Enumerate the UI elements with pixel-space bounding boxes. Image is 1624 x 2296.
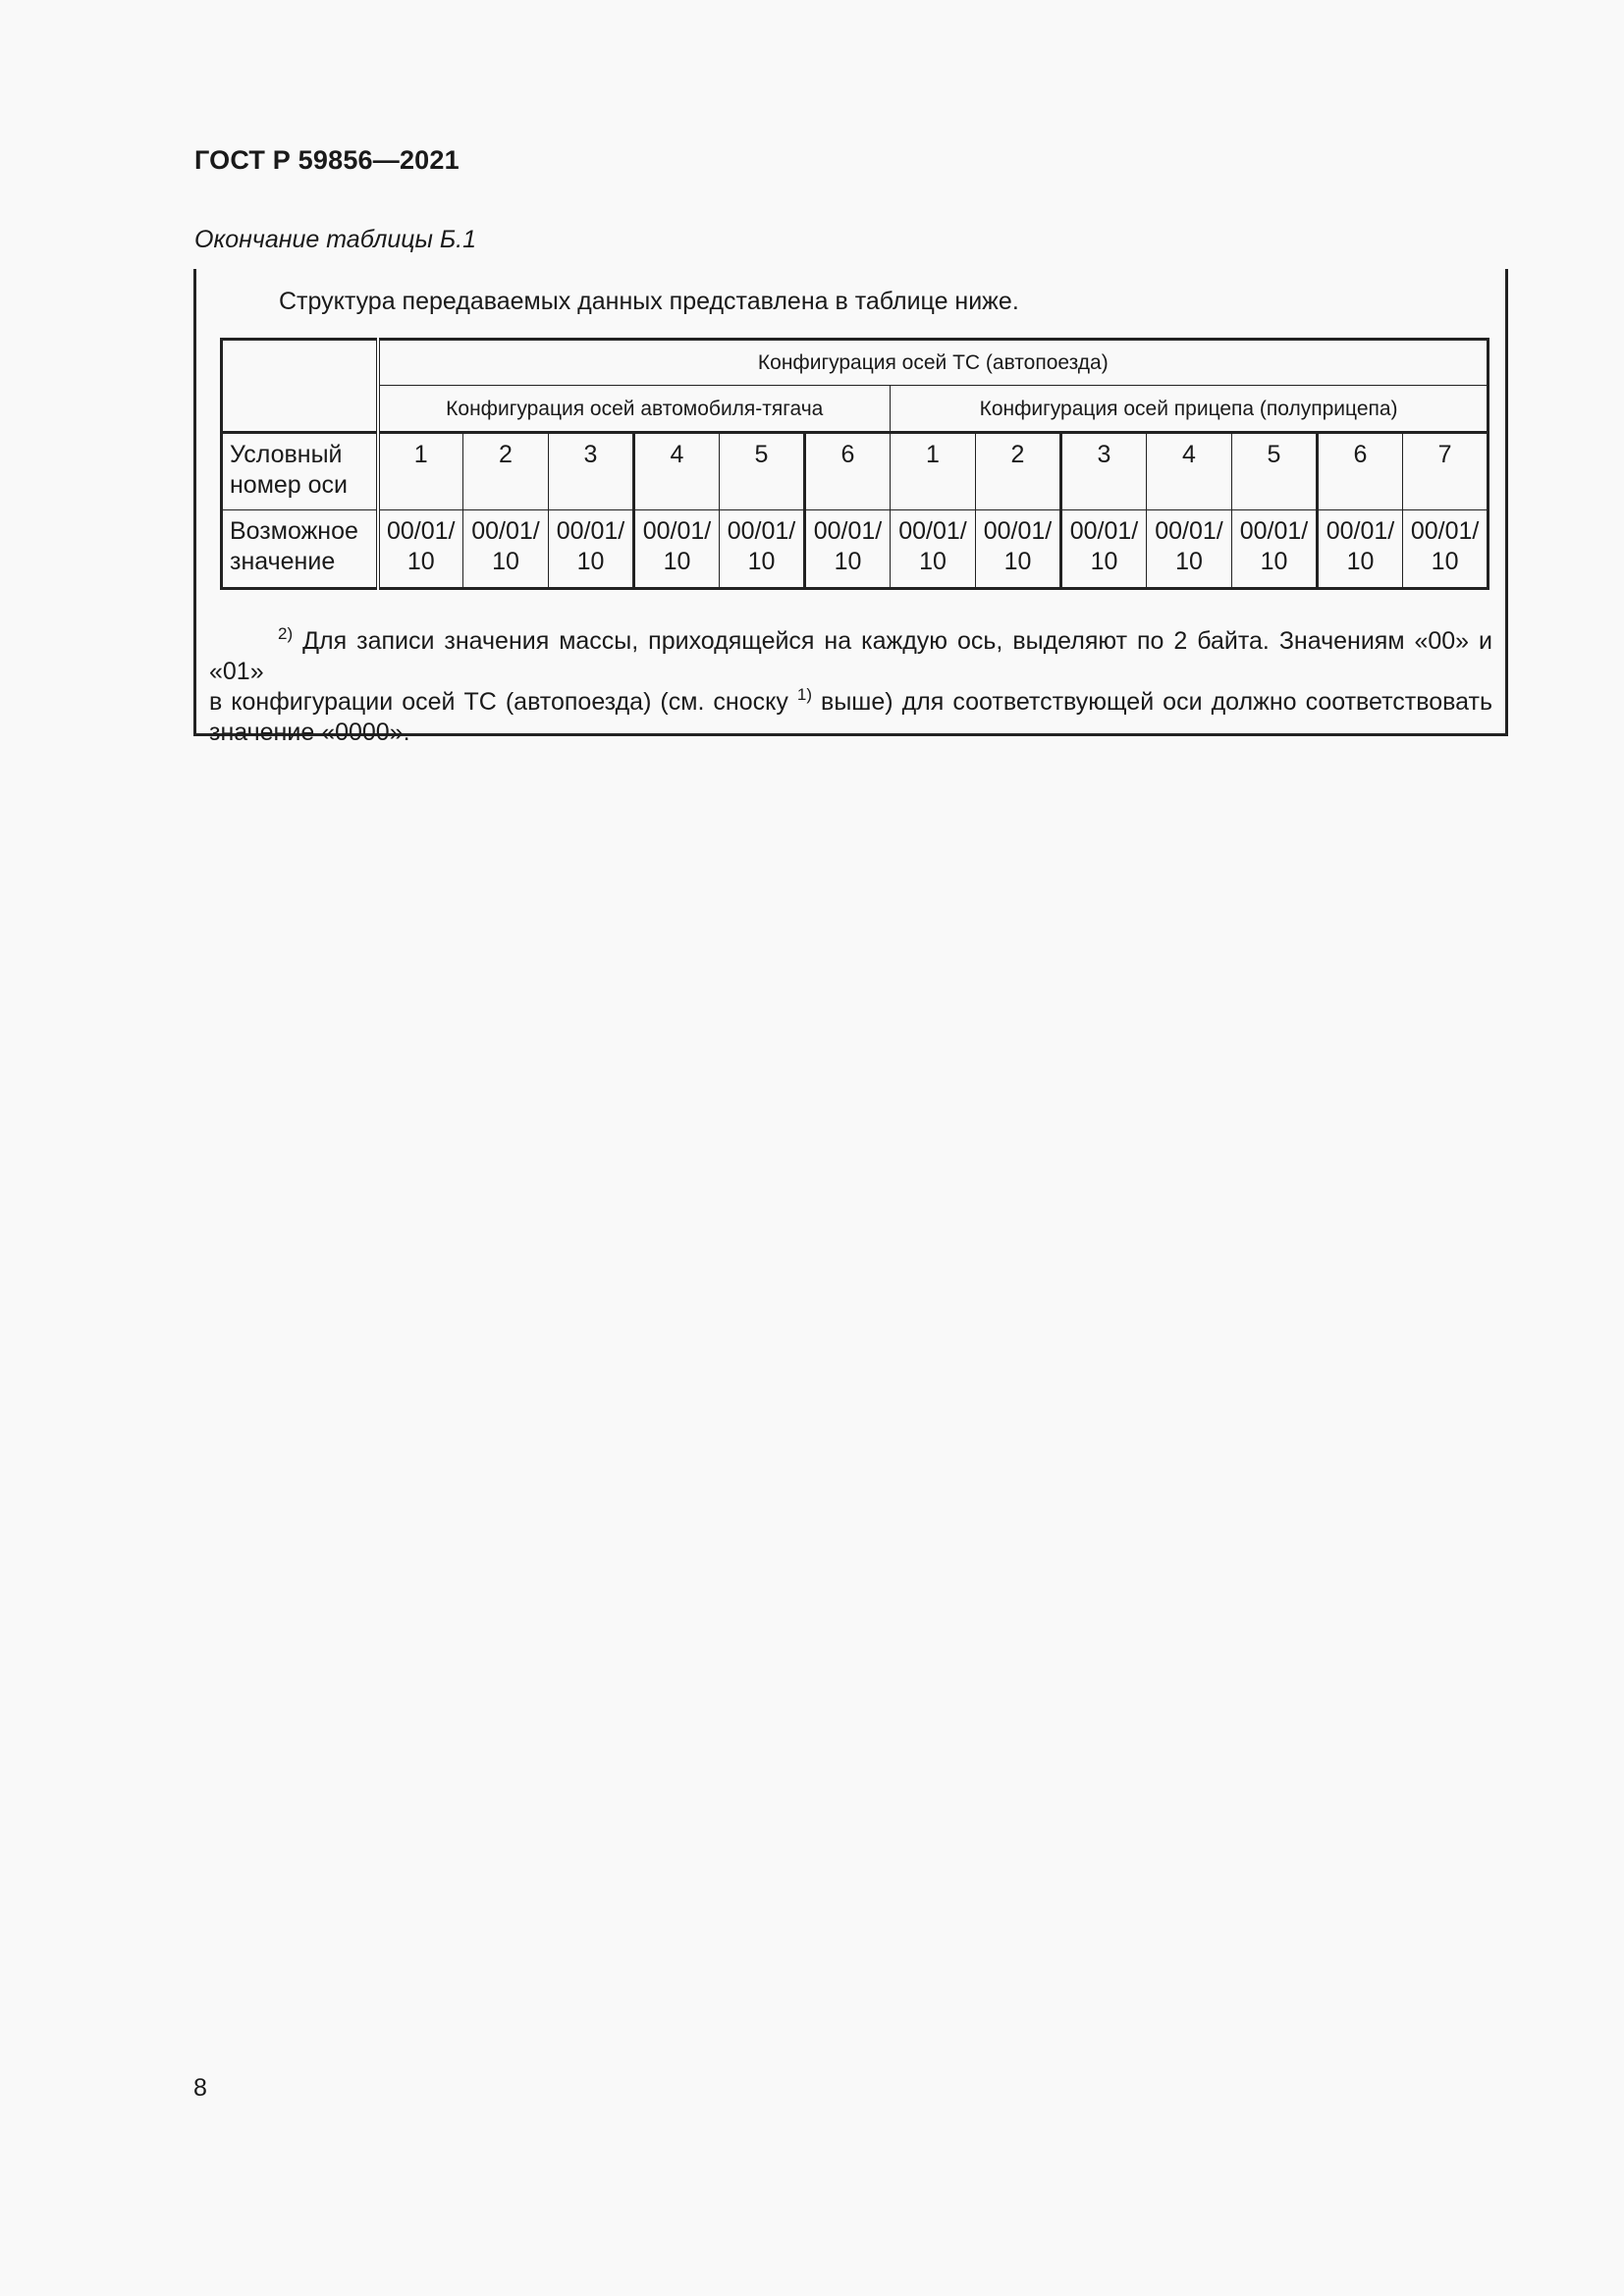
tractor-axle-number: 5 <box>720 433 805 510</box>
trailer-axle-number: 7 <box>1403 433 1489 510</box>
axle-value-cell: 00/01/ 10 <box>1061 510 1147 589</box>
axle-value-cell: 00/01/ 10 <box>1403 510 1489 589</box>
table-corner-cell <box>222 340 378 433</box>
axle-value-cell: 00/01/ 10 <box>1318 510 1403 589</box>
footnote <box>209 626 1492 748</box>
axle-configuration-table <box>220 338 1489 590</box>
page-number: 8 <box>193 2074 207 2102</box>
tractor-axle-number: 1 <box>378 433 463 510</box>
axle-value-cell: 00/01/ 10 <box>976 510 1061 589</box>
axle-value-cell: 00/01/ 10 <box>720 510 805 589</box>
trailer-axle-number: 3 <box>1061 433 1147 510</box>
axle-value-cell: 00/01/ 10 <box>463 510 549 589</box>
trailer-axle-number: 1 <box>891 433 976 510</box>
axle-value-cell: 00/01/ 10 <box>1147 510 1232 589</box>
axle-number-row-header: Условный номер оси <box>222 433 378 510</box>
trailer-axle-number: 2 <box>976 433 1061 510</box>
axle-value-cell: 00/01/ 10 <box>805 510 891 589</box>
axle-value-cell: 00/01/ 10 <box>378 510 463 589</box>
tractor-axle-number: 3 <box>549 433 634 510</box>
tractor-group-header: Конфигурация осей автомобиля-тягача <box>378 386 891 433</box>
possible-value-row-header: Возможное значение <box>222 510 378 589</box>
trailer-axle-number: 6 <box>1318 433 1403 510</box>
axle-value-cell: 00/01/ 10 <box>1232 510 1318 589</box>
axle-value-cell: 00/01/ 10 <box>549 510 634 589</box>
footnote-line: значение «0000». <box>209 719 410 746</box>
footnote-line: в конфигурации осей ТС (автопоезда) (см. сноску $^{1)}$ выше) для соответствующей оси должно соответствовать <box>209 685 1492 716</box>
trailer-group-header: Конфигурация осей прицепа (полуприцепа) <box>891 386 1489 433</box>
tractor-axle-number: 2 <box>463 433 549 510</box>
table-caption: Окончание таблицы Б.1 <box>194 226 476 253</box>
axle-value-cell: 00/01/ 10 <box>634 510 720 589</box>
footnote-reference: 1) <box>796 685 812 704</box>
intro-text: Структура передаваемых данных представлена в таблице ниже. <box>279 288 1019 315</box>
footnote-marker: 2) <box>278 624 294 643</box>
trailer-axle-number: 5 <box>1232 433 1318 510</box>
footnote-line: $^{2)}$ Для записи значения массы, приходящейся на каждую ось, выделяют по 2 байта. Значениям «00» и «01» <box>209 624 1493 685</box>
table-top-header: Конфигурация осей ТС (автопоезда) <box>378 340 1489 386</box>
tractor-axle-number: 6 <box>805 433 891 510</box>
axle-value-cell: 00/01/ 10 <box>891 510 976 589</box>
tractor-axle-number: 4 <box>634 433 720 510</box>
document-header: ГОСТ Р 59856—2021 <box>194 145 460 175</box>
trailer-axle-number: 4 <box>1147 433 1232 510</box>
